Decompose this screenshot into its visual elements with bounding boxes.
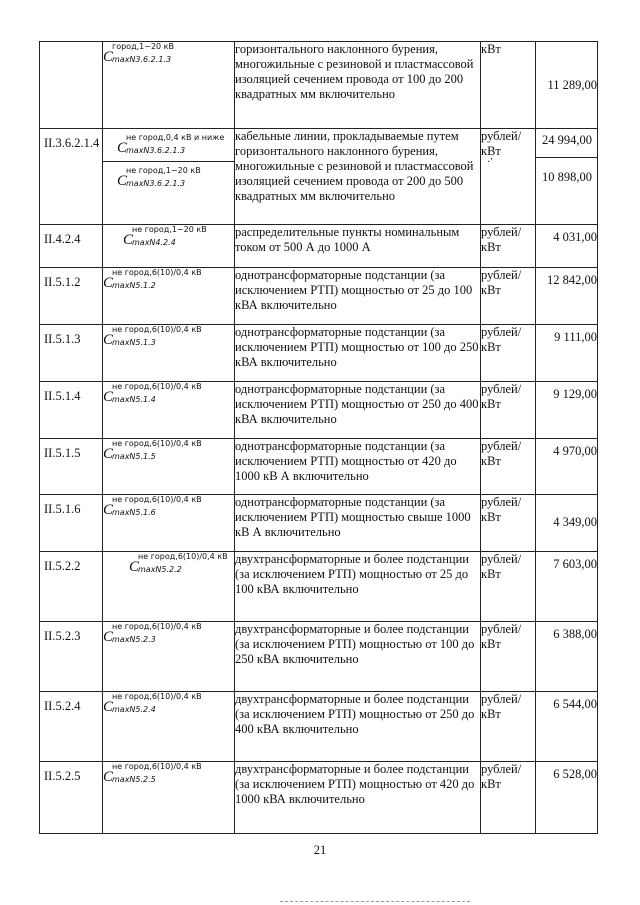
row-value: 6 544,00 <box>553 697 597 711</box>
row-description: двухтрансформаторные и более подстанции (за исключением РТП) мощностью от 25 до 100 кВА включительно <box>235 552 481 622</box>
row-code-cell: II.5.2.2 <box>40 552 103 622</box>
row-description: однотрансформаторные подстанции (за исключением РТП) мощностью от 250 до 400 кВА включительно <box>235 382 481 439</box>
row-unit: рублей/ кВт <box>481 552 536 622</box>
row-unit: рублей/ кВт <box>481 225 536 268</box>
rate-symbol: C не город,0,4 кВ и ниже maxN3.6.2.1.3 <box>117 133 225 156</box>
rate-symbol: C не город,6(10)/0,4 кВ maxN5.1.3 <box>103 325 202 348</box>
row-unit: рублей/ кВт <box>481 129 522 158</box>
row-value-cell <box>536 42 598 129</box>
page-number: 21 <box>313 843 327 857</box>
rate-symbol-cell <box>103 762 235 834</box>
footer-divider <box>280 901 470 902</box>
row-unit-cell <box>481 129 536 225</box>
row-description: двухтрансформаторные и более подстанции (за исключением РТП) мощностью от 100 до 250 кВА включительно <box>235 622 481 692</box>
row-value: 9 129,00 <box>553 387 597 401</box>
row-value-cell <box>536 325 598 382</box>
table-row <box>40 692 598 762</box>
rate-symbol: C не город,6(10)/0,4 кВ maxN5.1.2 <box>103 268 202 291</box>
row-code-cell: II.3.6.2.1.4 <box>40 129 103 225</box>
row-code-cell: II.5.1.4 <box>40 382 103 439</box>
table-row <box>40 439 598 495</box>
table-row <box>40 129 598 225</box>
rate-symbol: C не город,6(10)/0,4 кВ maxN5.2.2 <box>129 552 228 575</box>
row-value-cell <box>536 762 598 834</box>
row-description: горизонтального наклонного бурения, многожильные с резиновой и пластмассовой изоляцией сечением провода от 100 до 200 квадратных мм включительно <box>235 42 481 129</box>
row-unit: рублей/ кВт <box>481 762 536 834</box>
row-value: 6 528,00 <box>553 767 597 781</box>
rate-symbol: C не город,1−20 кВ maxN4.2.4 <box>123 225 207 248</box>
table-row <box>40 495 598 552</box>
rate-symbol: C не город,6(10)/0,4 кВ maxN5.1.6 <box>103 495 202 518</box>
row-value: 4 031,00 <box>553 230 597 244</box>
table-row <box>40 762 598 834</box>
table-row <box>40 42 598 129</box>
row-value-cell <box>536 495 598 552</box>
row-description: однотрансформаторные подстанции (за исключением РТП) мощностью от 100 до 250 кВА включительно <box>235 325 481 382</box>
row-unit: рублей/ кВт <box>481 268 536 325</box>
row-code-cell: II.5.2.4 <box>40 692 103 762</box>
rate-symbol-cell <box>103 622 235 692</box>
rate-symbol-cell <box>103 268 235 325</box>
row-value: 11 289,00 <box>547 77 597 92</box>
stray-mark: ·′ <box>487 157 493 168</box>
rate-symbol: C не город,6(10)/0,4 кВ maxN5.2.5 <box>103 762 202 785</box>
tariff-table <box>39 41 598 834</box>
row-description: распределительные пункты номинальным током от 500 А до 1000 А <box>235 225 481 268</box>
row-unit: рублей/ кВт <box>481 325 536 382</box>
row-unit: рублей/ кВт <box>481 439 536 495</box>
rate-symbol: C не город,6(10)/0,4 кВ maxN5.1.5 <box>103 439 202 462</box>
row-unit: кВт <box>481 42 536 129</box>
row-description: однотрансформаторные подстанции (за исключением РТП) мощностью от 420 до 1000 кВ А включительно <box>235 439 481 495</box>
rate-symbol-cell <box>103 382 235 439</box>
row-value: 12 842,00 <box>547 273 597 287</box>
row-code-cell <box>40 42 103 129</box>
row-value-cell <box>536 382 598 439</box>
row-value-cell <box>536 268 598 325</box>
row-unit: рублей/ кВт <box>481 692 536 762</box>
table-row <box>40 225 598 268</box>
rate-symbol: C город,1−20 кВ maxN3.6.2.1.3 <box>103 42 174 65</box>
rate-symbol-cell <box>103 439 235 495</box>
rate-symbol-cell <box>103 692 235 762</box>
row-code-cell: II.5.2.3 <box>40 622 103 692</box>
table-row <box>40 382 598 439</box>
rate-symbol-cell <box>103 552 235 622</box>
row-code-cell: II.5.1.2 <box>40 268 103 325</box>
row-description: однотрансформаторные подстанции (за исключением РТП) мощностью свыше 1000 кВ А включительно <box>235 495 481 552</box>
rate-symbol: C не город,6(10)/0,4 кВ maxN5.1.4 <box>103 382 202 405</box>
table-row <box>40 552 598 622</box>
rate-symbol: C не город,6(10)/0,4 кВ maxN5.2.3 <box>103 622 202 645</box>
row-code-cell: II.5.1.6 <box>40 495 103 552</box>
row-value: 24 994,00 <box>542 133 592 147</box>
row-code-cell: II.5.1.5 <box>40 439 103 495</box>
rate-symbol-cell <box>103 225 235 268</box>
row-value: 6 388,00 <box>553 627 597 641</box>
row-value: 9 111,00 <box>554 330 597 344</box>
row-unit: рублей/ кВт <box>481 622 536 692</box>
rate-symbol: C не город,1−20 кВ maxN3.6.2.1.3 <box>117 166 201 189</box>
row-description: однотрансформаторные подстанции (за исключением РТП) мощностью от 25 до 100 кВА включительно <box>235 268 481 325</box>
row-value-cell <box>536 552 598 622</box>
table-row <box>40 268 598 325</box>
row-value-cell <box>536 225 598 268</box>
row-value-cell <box>536 692 598 762</box>
rate-symbol-cell <box>103 129 235 225</box>
row-unit: рублей/ кВт <box>481 495 536 552</box>
table-row <box>40 325 598 382</box>
row-description: кабельные линии, прокладываемые путем горизонтального наклонного бурения, многожильные с резиновой и пластмассовой изоляцией сечением провода от 200 до 500 квадратных мм включительно <box>235 129 481 225</box>
rate-symbol-cell <box>103 42 235 129</box>
rate-symbol-cell <box>103 495 235 552</box>
table-row <box>40 622 598 692</box>
row-unit: рублей/ кВт <box>481 382 536 439</box>
row-value: 7 603,00 <box>553 557 597 571</box>
row-value: 10 898,00 <box>542 170 592 184</box>
row-value-cell <box>536 439 598 495</box>
rate-symbol: C не город,6(10)/0,4 кВ maxN5.2.4 <box>103 692 202 715</box>
row-description: двухтрансформаторные и более подстанции (за исключением РТП) мощностью от 420 до 1000 кВА включительно <box>235 762 481 834</box>
row-value: 4 970,00 <box>553 444 597 458</box>
rate-symbol-cell <box>103 325 235 382</box>
row-code-cell: II.5.1.3 <box>40 325 103 382</box>
row-value: 4 349,00 <box>553 515 597 529</box>
row-value-cell <box>536 622 598 692</box>
row-description: двухтрансформаторные и более подстанции (за исключением РТП) мощностью от 250 до 400 кВА включительно <box>235 692 481 762</box>
row-code-cell: II.5.2.5 <box>40 762 103 834</box>
row-code-cell: II.4.2.4 <box>40 225 103 268</box>
row-value-cell <box>536 129 598 225</box>
